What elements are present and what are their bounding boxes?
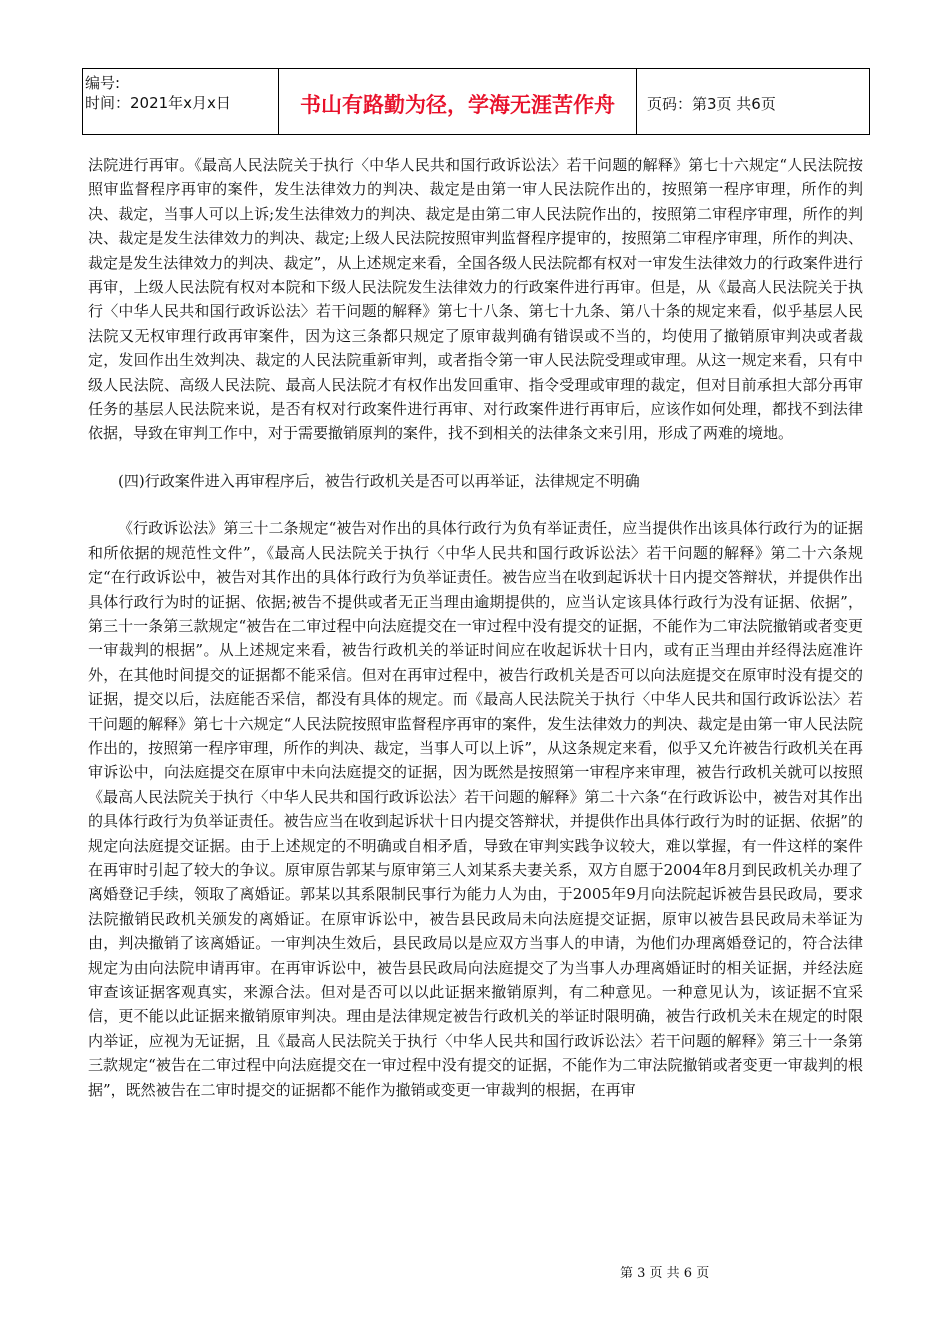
section-heading: (四)行政案件进入再审程序后，被告行政机关是否可以再举证，法律规定不明确: [118, 471, 640, 490]
page-footer: 第 3 页 共 6 页: [620, 1266, 710, 1281]
body-paragraph-1: 法院进行再审。《最高人民法院关于执行〈中华人民共和国行政诉讼法〉若干问题的解释》第七十六规定“人民法院按照审监督程序再审的案件，发生法律效力的判决、裁定是由第一审人民法院作出的，按照第一程序审理，所作的判决、裁定，当事人可以上诉;发生法律效力的判决、裁定是由第二审人民法院作出的，按照第二审程序审理，所作的判决、裁定是发生法律效力的判决、裁定;上级人民法院按照审判监督程序提审的，按照第二审程序审理，所作的判决、裁定是发生法律效力的判决、裁定”，从上述规定来看，全国各级人民法院都有权对一审发生法律效力的行政案件进行再审，上级人民法院有权对本院和下级人民法院发生法律效力的行政案件进行再审。但是，从《最高人民法院关于执行〈中华人民共和国行政诉讼法〉若干问题的解释》第七十八条、第七十九条、第八十条的规定来看，似乎基层人民法院又无权审理行政再审案件，因为这三条都只规定了原审裁判确有错误或不当的，均使用了撤销原审判决或者裁定，发回作出生效判决、裁定的人民法院重新审判，或者指令第一审人民法院受理或审理。从这一规定来看，只有中级人民法院、高级人民法院、最高人民法院才有权作出发回重审、指令受理或审理的裁定，但对目前承担大部分再审任务的基层人民法院来说，是否有权对行政案件进行再审、对行政案件进行再审后，应该作如何处理，都找不到法律依据，导致在审判工作中，对于需要撤销原判的案件，找不到相关的法律条文来引用，形成了两难的境地。: [88, 156, 863, 443]
document-date-label: 时间：2021年x月x日: [85, 94, 231, 112]
document-number-label: 编号:: [85, 74, 121, 92]
page-header: [82, 68, 870, 135]
header-meta: [83, 69, 279, 134]
body-paragraph-2: 《行政诉讼法》第三十二条规定“被告对作出的具体行政行为负有举证责任，应当提供作出该具体行政行为的证据和所依据的规范性文件”，《最高人民法院关于执行〈中华人民共和国行政诉讼法〉若干问题的解释》第二十六条规定“在行政诉讼中，被告对其作出的具体行政行为负举证责任。被告应当在收到起诉状十日内提交答辩状，并提供作出具体行政行为时的证据、依据;被告不提供或者无正当理由逾期提供的，应当认定该具体行政行为没有证据、依据”，第三十一条第三款规定“被告在二审过程中向法庭提交在一审过程中没有提交的证据，不能作为二审法院撤销或者变更一审裁判的根据”。从上述规定来看，被告行政机关的举证时间应在收起诉状十日内，或有正当理由并经得法庭准许外，在其他时间提交的证据都不能采信。但对在再审过程中，被告行政机关是否可以向法庭提交在原审时没有提交的证据，提交以后，法庭能否采信，都没有具体的规定。而《最高人民法院关于执行〈中华人民共和国行政诉讼法〉若干问题的解释》第七十六规定“人民法院按照审监督程序再审的案件，发生法律效力的判决、裁定是由第一审人民法院作出的，按照第一程序审理，所作的判决、裁定，当事人可以上诉”，从这条规定来看，似乎又允许被告行政机关在再审诉讼中，向法庭提交在原审中未向法庭提交的证据，因为既然是按照第一审程序来审理，被告行政机关就可以按照《最高人民法院关于执行〈中华人民共和国行政诉讼法〉若干问题的解释》第二十六条“在行政诉讼中，被告对其作出的具体行政行为负举证责任。被告应当在收到起诉状十日内提交答辩状，并提供作出具体行政行为时的证据、依据”的规定向法庭提交证据。由于上述规定的不明确或自相矛盾，导致在审判实践争议较大，难以掌握，有一件这样的案件在再审时引起了较大的争议。原审原告郭某与原审第三人刘某系夫妻关系，双方自愿于2004年8月到民政机关办理了离婚登记手续，领取了离婚证。郭某以其系限制民事行为能力人为由，于2005年9月向法院起诉被告县民政局，要求法院撤销民政机关颁发的离婚证。在原审诉讼中，被告县民政局未向法庭提交证据，原审以被告县民政局未举证为由，判决撤销了该离婚证。一审判决生效后，县民政局以是应双方当事人的申请，为他们办理离婚登记的，符合法律规定为由向法院申请再审。在再审诉讼中，被告县民政局向法庭提交了为当事人办理离婚证时的相关证据，并经法庭审查该证据客观真实，来源合法。但对是否可以以此证据来撤销原判，有二种意见。一种意见认为，该证据不宜采信，更不能以此证据来撤销原审判决。理由是法律规定被告行政机关的举证时限明确，被告行政机关未在规定的时限内举证，应视为无证据，且《最高人民法院关于执行〈中华人民共和国行政诉讼法〉若干问题的解释》第三十一条第三款规定“被告在二审过程中向法庭提交在一审过程中没有提交的证据，不能作为二审法院撤销或者变更一审裁判的根据”，既然被告在二审时提交的证据都不能作为撤销或变更一审裁判的根据，在再审: [88, 519, 863, 1099]
header-motto: 书山有路勤为径，学海无涯苦作舟: [279, 69, 637, 134]
document-body: [88, 153, 863, 1102]
header-page-label: 页码：第3页 共6页: [647, 95, 776, 113]
